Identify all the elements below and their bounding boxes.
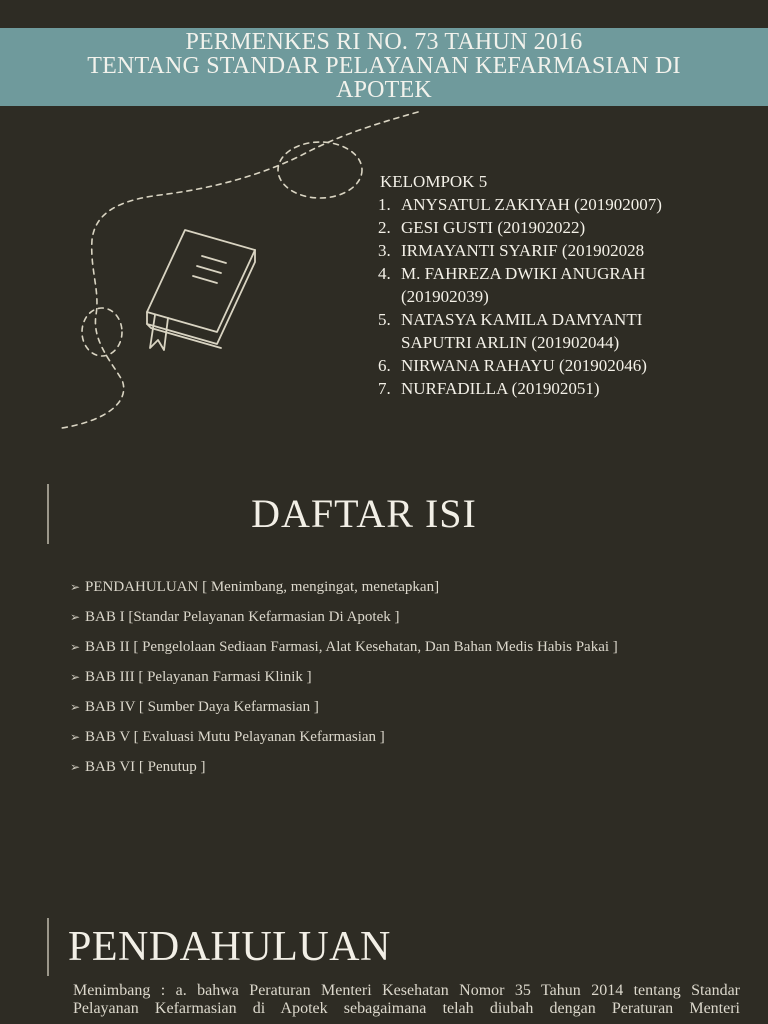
member-text: NATASYA KAMILA DAMYANTI — [401, 310, 643, 329]
member-text: NURFADILLA (201902051) — [401, 379, 600, 398]
body-line: Menimbang : a. bahwa Peraturan Menteri Kesehatan Nomor 35 Tahun 2014 tentang Standar — [73, 982, 740, 999]
member-list — [378, 193, 748, 400]
member-text: SAPUTRI ARLIN (201902044) — [401, 333, 620, 352]
toc-item — [70, 608, 680, 626]
toc-item-text: BAB II [ Pengelolaan Sediaan Farmasi, Alat Kesehatan, Dan Bahan Medis Habis Pakai ] — [85, 639, 618, 655]
accent-divider — [47, 918, 49, 976]
member-item — [378, 354, 748, 377]
toc-item — [70, 758, 680, 776]
section-title: PENDAHULUAN — [68, 924, 391, 970]
bullet-arrow-icon: ➢ — [70, 610, 81, 624]
member-text: M. FAHREZA DWIKI ANUGRAH — [401, 264, 646, 283]
toc-title: DAFTAR ISI — [251, 491, 477, 536]
body-paragraph — [73, 982, 740, 1018]
bullet-arrow-icon: ➢ — [70, 670, 81, 684]
member-number: 3. — [378, 241, 391, 260]
bullet-arrow-icon: ➢ — [70, 700, 81, 714]
toc-item — [70, 728, 680, 746]
toc-item-text: PENDAHULUAN [ Menimbang, mengingat, menetapkan] — [85, 579, 440, 595]
member-item — [378, 308, 748, 354]
member-text: NIRWANA RAHAYU (201902046) — [401, 356, 647, 375]
member-number: 5. — [378, 310, 391, 329]
member-text: (201902039) — [401, 287, 489, 306]
member-number: 4. — [378, 264, 391, 283]
toc-item-text: BAB VI [ Penutup ] — [85, 759, 206, 775]
toc-item — [70, 578, 680, 596]
toc-item — [70, 668, 680, 686]
member-text: IRMAYANTI SYARIF (201902028 — [401, 241, 645, 260]
group-member-list — [378, 170, 748, 400]
title-banner — [0, 28, 768, 106]
member-item — [378, 377, 748, 400]
body-line: Pelayanan Kefarmasian di Apotek sebagaimana telah diubah dengan Peraturan Menteri — [73, 1000, 740, 1017]
toc-item-text: BAB III [ Pelayanan Farmasi Klinik ] — [85, 669, 312, 685]
title-line-1: PERMENKES RI NO. 73 TAHUN 2016 — [185, 29, 583, 55]
member-number: 7. — [378, 379, 391, 398]
member-text: GESI GUSTI (201902022) — [401, 218, 586, 237]
dashed-path — [62, 112, 418, 428]
member-number: 2. — [378, 218, 391, 237]
table-of-contents-slide — [0, 460, 768, 900]
toc-item-text: BAB V [ Evaluasi Mutu Pelayanan Kefarmasian ] — [85, 729, 385, 745]
bullet-arrow-icon: ➢ — [70, 580, 81, 594]
toc-item-text: BAB IV [ Sumber Daya Kefarmasian ] — [85, 699, 319, 715]
bullet-arrow-icon: ➢ — [70, 640, 81, 654]
toc-list — [70, 578, 680, 788]
member-item — [378, 262, 748, 308]
title-line-2: TENTANG STANDAR PELAYANAN KEFARMASIAN DI — [87, 53, 681, 79]
bullet-arrow-icon: ➢ — [70, 760, 81, 774]
title-slide — [0, 0, 768, 440]
book-icon — [147, 230, 255, 350]
toc-item-text: BAB I [Standar Pelayanan Kefarmasian Di Apotek ] — [85, 609, 400, 625]
member-number: 6. — [378, 356, 391, 375]
bullet-arrow-icon: ➢ — [70, 730, 81, 744]
member-text: ANYSATUL ZAKIYAH (201902007) — [401, 195, 662, 214]
member-number: 1. — [378, 195, 391, 214]
decorative-illustration — [0, 100, 440, 440]
group-label: KELOMPOK 5 — [380, 172, 488, 191]
toc-item — [70, 638, 680, 656]
introduction-slide — [0, 900, 768, 1024]
member-item — [378, 239, 748, 262]
member-item — [378, 216, 748, 239]
member-item — [378, 193, 748, 216]
title-line-3: APOTEK — [336, 77, 432, 103]
toc-item — [70, 698, 680, 716]
